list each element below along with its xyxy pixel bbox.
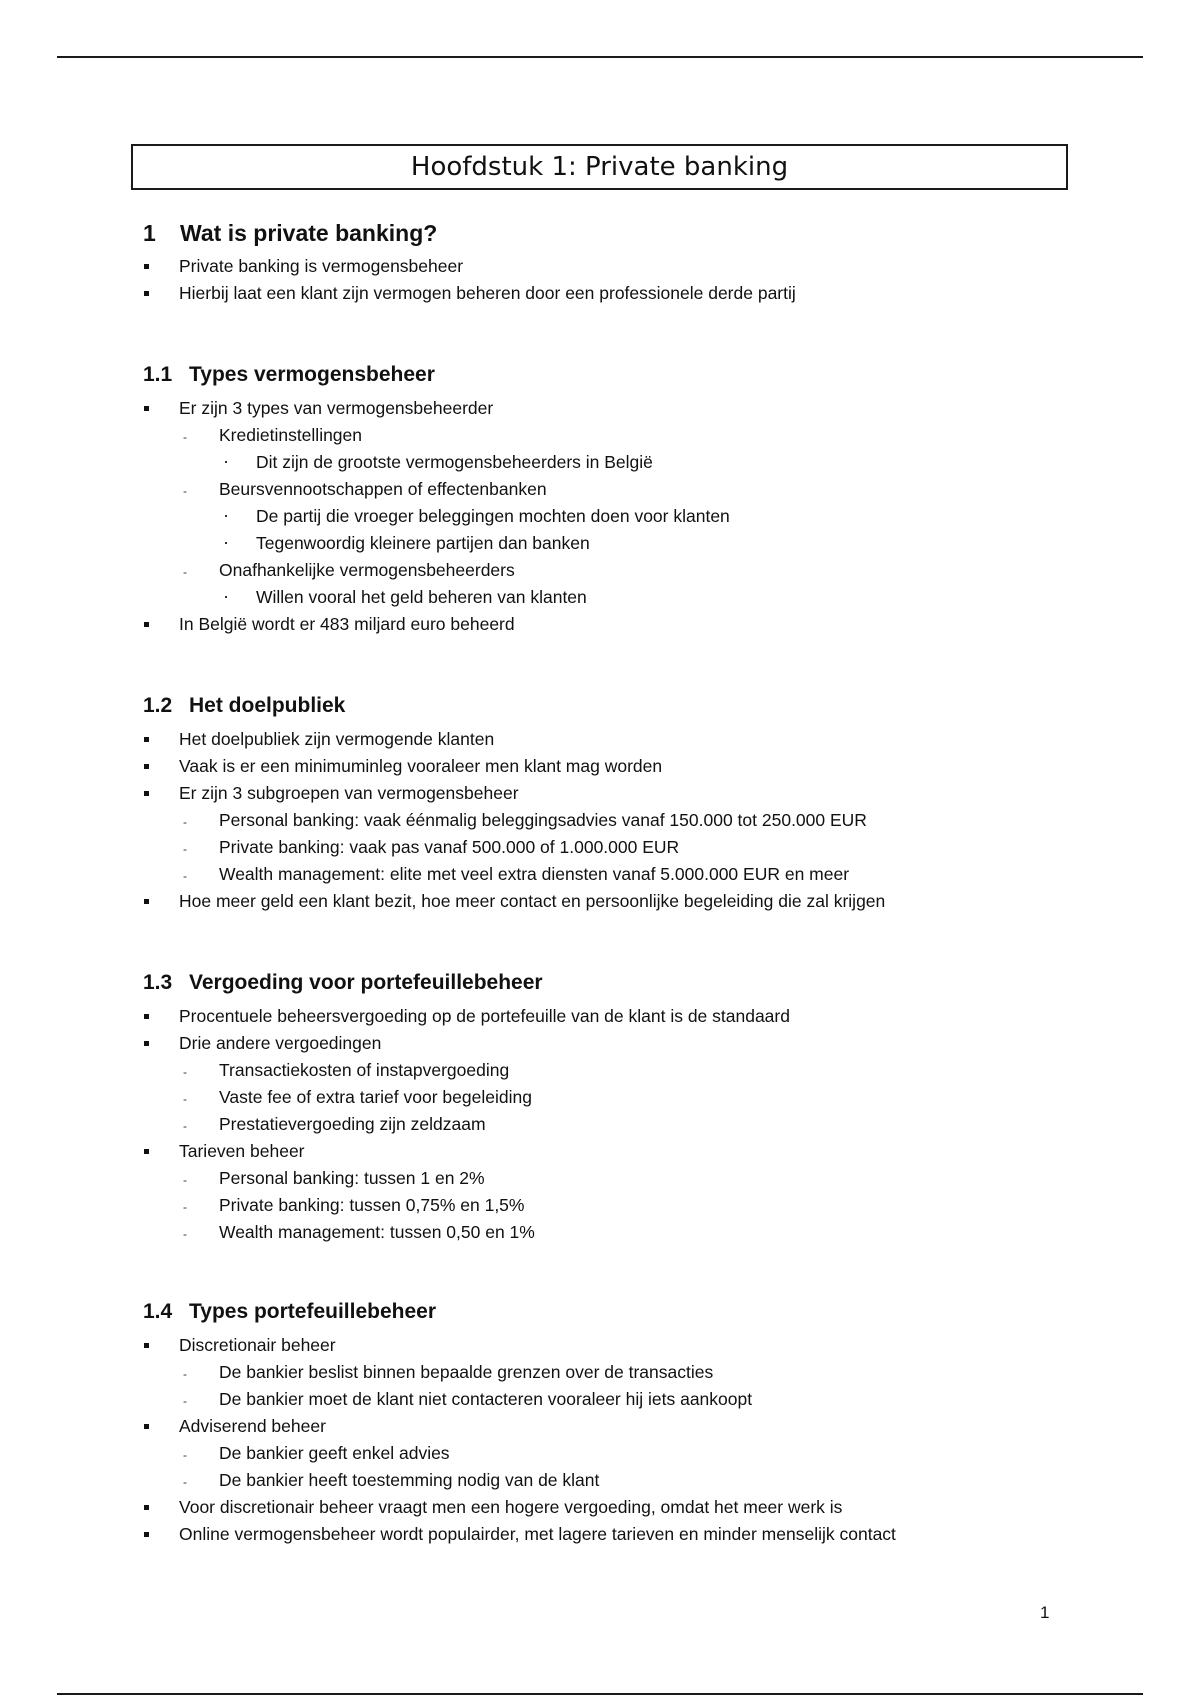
list-item: - Personal banking: tussen 1 en 2% [143,1165,1083,1192]
list-item: Procentuele beheersvergoeding op de portefeuille van de klant is de standaard [143,1003,1083,1030]
list-item: - De bankier geeft enkel advies [143,1440,1083,1467]
list-item: - Vaste fee of extra tarief voor begeleiding [143,1084,1083,1111]
section-1-4 [143,1292,1083,1548]
list-item: - Private banking: tussen 0,75% en 1,5% [143,1192,1083,1219]
list-item: Vaak is er een minimuminleg vooraleer men klant mag worden [143,753,1083,780]
list-item: Hoe meer geld een klant bezit, hoe meer contact en persoonlijke begeleiding die zal krijgen [143,888,1083,915]
list-item: Er zijn 3 subgroepen van vermogensbeheer [143,780,1083,807]
list-item: Adviserend beheer [143,1413,1083,1440]
bullet-list [143,1003,1083,1246]
section-heading [143,686,1083,726]
section-title: Wat is private banking? [180,220,438,246]
list-item: - Beursvennootschappen of effectenbanken [143,476,1083,503]
list-item: Tarieven beheer [143,1138,1083,1165]
list-item: Discretionair beheer [143,1332,1083,1359]
bullet-list [143,726,1083,915]
section-number: 1.3 [143,971,173,994]
section-title: Het doelpubliek [189,694,346,717]
section-heading [143,355,1083,395]
section-title: Vergoeding voor portefeuillebeheer [189,971,543,994]
list-item: Drie andere vergoedingen [143,1030,1083,1057]
list-item: - Private banking: vaak pas vanaf 500.000 of 1.000.000 EUR [143,834,1083,861]
bottom-rule [57,1693,1143,1695]
list-item: Hierbij laat een klant zijn vermogen beheren door een professionele derde partij [143,280,1083,307]
list-item: Dit zijn de grootste vermogensbeheerders in België [143,449,1083,476]
section-heading [143,963,1083,1003]
list-item: - Kredietinstellingen [143,422,1083,449]
list-item: Online vermogensbeheer wordt populairder, met lagere tarieven en minder menselijk contact [143,1521,1083,1548]
list-item: - Personal banking: vaak éénmalig beleggingsadvies vanaf 150.000 tot 250.000 EUR [143,807,1083,834]
section-1-2 [143,686,1083,915]
list-item: - Onafhankelijke vermogensbeheerders [143,557,1083,584]
list-item: Het doelpubliek zijn vermogende klanten [143,726,1083,753]
section-heading [143,1292,1083,1332]
section-number: 1.2 [143,694,173,717]
section-1-1 [143,355,1083,638]
section-1-3 [143,963,1083,1246]
list-item: Tegenwoordig kleinere partijen dan banken [143,530,1083,557]
list-item: Private banking is vermogensbeheer [143,253,1083,280]
bullet-list [143,395,1083,638]
list-item: Er zijn 3 types van vermogensbeheerder [143,395,1083,422]
list-item: - De bankier beslist binnen bepaalde grenzen over de transacties [143,1359,1083,1386]
section-title: Types vermogensbeheer [189,363,435,386]
list-item: In België wordt er 483 miljard euro beheerd [143,611,1083,638]
section-heading [143,213,1083,253]
bullet-list [143,1332,1083,1548]
list-item: De partij die vroeger beleggingen mochten doen voor klanten [143,503,1083,530]
list-item: - Transactiekosten of instapvergoeding [143,1057,1083,1084]
list-item: - Wealth management: tussen 0,50 en 1% [143,1219,1083,1246]
list-item: - De bankier heeft toestemming nodig van de klant [143,1467,1083,1494]
bullet-list [143,253,1083,307]
top-rule [57,56,1143,58]
list-item: - De bankier moet de klant niet contacteren vooraleer hij iets aankoopt [143,1386,1083,1413]
list-item: - Wealth management: elite met veel extra diensten vanaf 5.000.000 EUR en meer [143,861,1083,888]
list-item: - Prestatievergoeding zijn zeldzaam [143,1111,1083,1138]
section-number: 1.4 [143,1300,173,1323]
section-title: Types portefeuillebeheer [189,1300,437,1323]
page-number: 1 [1040,1603,1050,1622]
list-item: Voor discretionair beheer vraagt men een hogere vergoeding, omdat het meer werk is [143,1494,1083,1521]
section-1 [143,213,1083,307]
chapter-title-text: Hoofdstuk 1: Private banking [410,152,789,182]
list-item: Willen vooral het geld beheren van klanten [143,584,1083,611]
section-number: 1.1 [143,363,173,386]
section-number: 1 [143,220,156,246]
chapter-title [131,144,1068,190]
